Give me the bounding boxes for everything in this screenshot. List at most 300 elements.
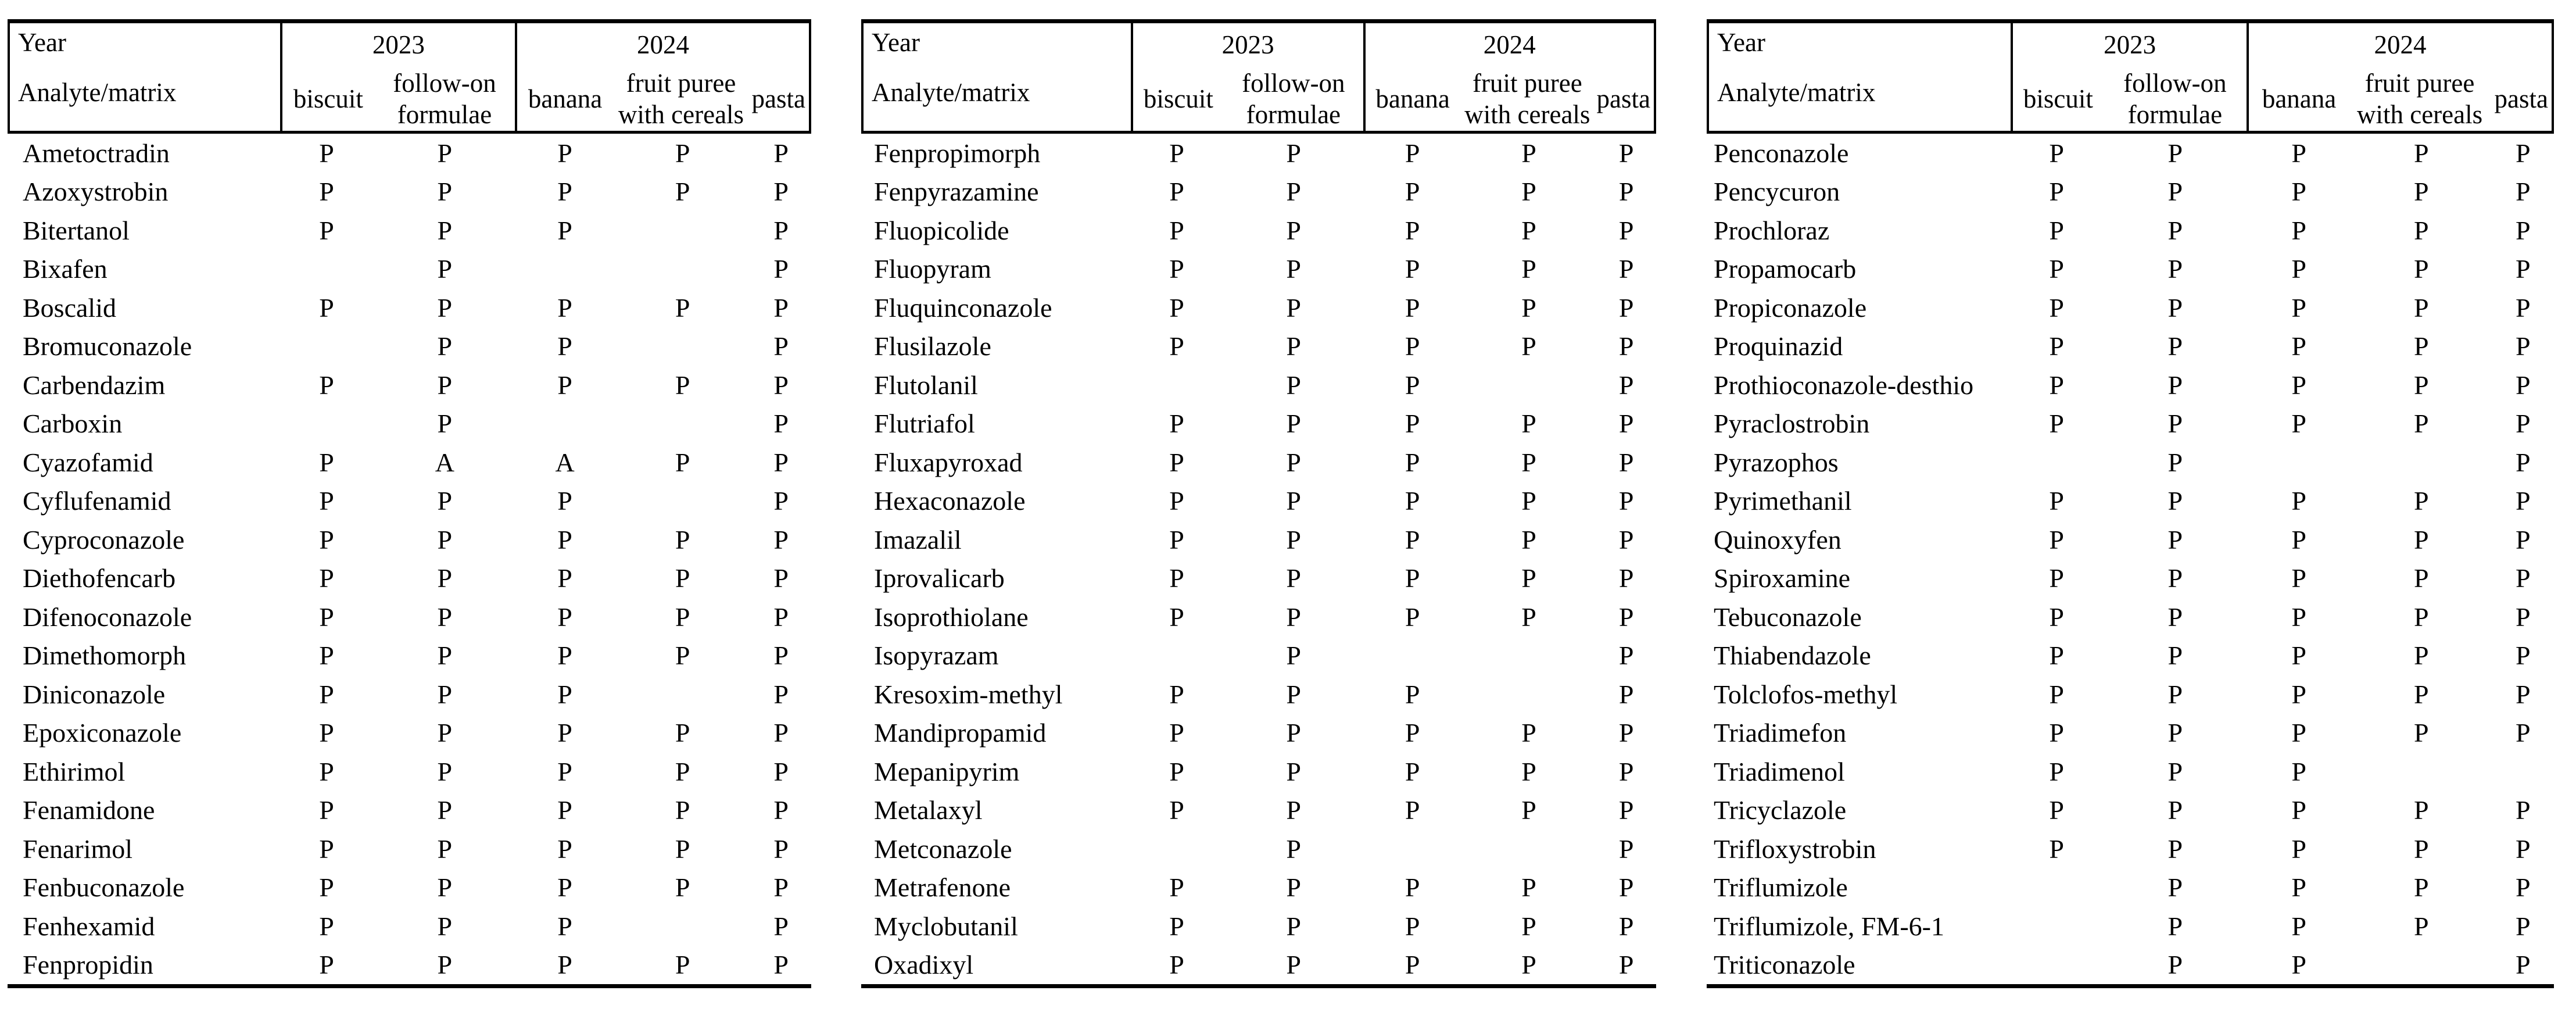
matrix-value-pasta: P (2515, 370, 2531, 400)
table-row (861, 327, 1656, 366)
matrix-value-follow-on-formulae: P (1286, 370, 1301, 400)
table-row (1707, 946, 2554, 985)
matrix-value-banana: P (557, 292, 572, 323)
matrix-value-biscuit: P (2049, 795, 2064, 825)
table-row (8, 946, 811, 985)
table-row (1707, 637, 2554, 675)
analyte-name: Fenpyrazamine (874, 177, 1039, 207)
table-row (861, 366, 1656, 405)
matrix-value-fruit-puree-with-cereals: P (675, 602, 690, 632)
table-row (8, 907, 811, 946)
table-row (861, 288, 1656, 327)
matrix-value-pasta: P (2515, 524, 2531, 555)
table-row (861, 946, 1656, 985)
matrix-value-biscuit: P (2049, 524, 2064, 555)
analyte-table-middle (861, 19, 1656, 988)
matrix-value-biscuit: P (1169, 486, 1184, 516)
matrix-value-fruit-puree-with-cereals: P (1521, 292, 1536, 323)
matrix-value-fruit-puree-with-cereals: P (2414, 563, 2429, 593)
table-header (861, 19, 1656, 134)
column-header-biscuit: biscuit (2011, 66, 2104, 131)
year-2024-header: 2024 (2247, 23, 2552, 66)
matrix-value-follow-on-formulae: P (1286, 138, 1301, 168)
matrix-value-biscuit: P (319, 641, 334, 671)
matrix-value-follow-on-formulae: P (2167, 641, 2183, 671)
matrix-value-pasta: P (773, 641, 789, 671)
matrix-value-biscuit: P (319, 873, 334, 903)
matrix-value-banana: P (1405, 292, 1420, 323)
analyte-name: Tebuconazole (1714, 602, 1862, 632)
matrix-value-pasta: P (773, 331, 789, 362)
analyte-name: Penconazole (1714, 138, 1849, 168)
matrix-value-pasta: P (773, 177, 789, 207)
analyte-name: Fenhexamid (23, 911, 155, 941)
matrix-value-biscuit: P (319, 486, 334, 516)
matrix-value-pasta: P (1618, 795, 1634, 825)
matrix-value-biscuit: P (2049, 409, 2064, 439)
matrix-value-pasta: P (1618, 834, 1634, 864)
matrix-value-follow-on-formulae: P (437, 718, 453, 748)
matrix-value-pasta: P (773, 215, 789, 245)
matrix-value-banana: P (2291, 177, 2306, 207)
matrix-value-fruit-puree-with-cereals: P (1521, 409, 1536, 439)
table-row (861, 598, 1656, 637)
year-2024-header: 2024 (515, 23, 809, 66)
matrix-value-follow-on-formulae: P (1286, 409, 1301, 439)
matrix-value-banana: P (2291, 718, 2306, 748)
analyte-name: Triadimefon (1714, 718, 1847, 748)
matrix-value-pasta: P (773, 911, 789, 941)
matrix-value-banana: P (1405, 215, 1420, 245)
matrix-value-pasta: P (2515, 641, 2531, 671)
matrix-value-fruit-puree-with-cereals: P (675, 292, 690, 323)
matrix-value-follow-on-formulae: P (437, 409, 453, 439)
analyte-name: Pyrazophos (1714, 447, 1839, 477)
matrix-value-fruit-puree-with-cereals: P (1521, 718, 1536, 748)
table-header (8, 19, 811, 134)
matrix-value-biscuit: P (1169, 563, 1184, 593)
analyte-name: Fenpropimorph (874, 138, 1041, 168)
table-row (861, 868, 1656, 907)
table-row (861, 173, 1656, 212)
table-row (861, 482, 1656, 521)
matrix-value-banana: P (1405, 331, 1420, 362)
table-row (1707, 288, 2554, 327)
matrix-value-pasta: P (2515, 950, 2531, 980)
matrix-value-banana: P (1405, 873, 1420, 903)
matrix-value-follow-on-formulae: P (437, 679, 453, 709)
analyte-name: Triflumizole (1714, 873, 1848, 903)
matrix-value-follow-on-formulae: P (437, 524, 453, 555)
matrix-value-biscuit: P (1169, 292, 1184, 323)
table-row (1707, 829, 2554, 868)
column-header-biscuit: biscuit (1131, 66, 1224, 131)
analyte-matrix-label: Analyte/matrix (1717, 77, 1876, 107)
analyte-name: Prothioconazole-desthio (1714, 370, 1974, 400)
analyte-name: Imazalil (874, 524, 962, 555)
matrix-value-follow-on-formulae: P (437, 756, 453, 786)
analyte-name: Ethirimol (23, 756, 126, 786)
year-row-label: Year (872, 28, 920, 57)
table-row (8, 598, 811, 637)
matrix-value-biscuit: P (1169, 602, 1184, 632)
table-row (1707, 250, 2554, 289)
matrix-value-fruit-puree-with-cereals: P (1521, 177, 1536, 207)
matrix-value-follow-on-formulae: P (1286, 292, 1301, 323)
table-row (1707, 443, 2554, 482)
column-header-follow-on-formulae: follow-on formulae (393, 68, 496, 129)
analyte-name: Pyrimethanil (1714, 486, 1852, 516)
analyte-name: Fluopyram (874, 254, 991, 284)
analyte-name: Bitertanol (23, 215, 130, 245)
matrix-value-follow-on-formulae: P (437, 795, 453, 825)
table-row (1707, 173, 2554, 212)
matrix-value-follow-on-formulae: P (1286, 254, 1301, 284)
table-row (861, 405, 1656, 444)
analyte-name: Pyraclostrobin (1714, 409, 1870, 439)
table-row (8, 714, 811, 753)
matrix-value-biscuit: P (1169, 331, 1184, 362)
matrix-value-banana: P (557, 756, 572, 786)
matrix-value-biscuit: P (1169, 873, 1184, 903)
year-row-label: Year (18, 28, 66, 57)
analyte-name: Flusilazole (874, 331, 991, 362)
analyte-name: Fluquinconazole (874, 292, 1052, 323)
table-row (861, 559, 1656, 598)
analyte-name: Diniconazole (23, 679, 166, 709)
table-row (861, 443, 1656, 482)
analyte-name: Azoxystrobin (23, 177, 169, 207)
table-row (861, 752, 1656, 791)
analyte-name: Myclobutanil (874, 911, 1018, 941)
matrix-value-biscuit: P (1169, 756, 1184, 786)
matrix-value-fruit-puree-with-cereals: P (2414, 911, 2429, 941)
matrix-value-pasta: P (1618, 679, 1634, 709)
matrix-value-follow-on-formulae: P (1286, 950, 1301, 980)
matrix-value-fruit-puree-with-cereals: P (675, 873, 690, 903)
analyte-name: Flutriafol (874, 409, 975, 439)
matrix-value-pasta: P (2515, 911, 2531, 941)
matrix-value-follow-on-formulae: P (2167, 331, 2183, 362)
matrix-value-follow-on-formulae: P (437, 486, 453, 516)
analyte-name: Spiroxamine (1714, 563, 1851, 593)
matrix-value-banana: P (1405, 911, 1420, 941)
matrix-value-banana: P (1405, 447, 1420, 477)
matrix-value-banana: P (2291, 679, 2306, 709)
matrix-value-fruit-puree-with-cereals: P (2414, 524, 2429, 555)
matrix-value-follow-on-formulae: P (1286, 215, 1301, 245)
analyte-name: Isopyrazam (874, 641, 999, 671)
matrix-value-pasta: P (2515, 873, 2531, 903)
table-row (1707, 520, 2554, 559)
matrix-value-fruit-puree-with-cereals: P (675, 950, 690, 980)
matrix-value-fruit-puree-with-cereals: P (675, 177, 690, 207)
table-row (861, 637, 1656, 675)
matrix-value-fruit-puree-with-cereals: P (2414, 602, 2429, 632)
matrix-value-banana: P (1405, 524, 1420, 555)
matrix-value-biscuit: P (1169, 679, 1184, 709)
matrix-value-fruit-puree-with-cereals: P (2414, 292, 2429, 323)
matrix-value-fruit-puree-with-cereals: P (2414, 177, 2429, 207)
matrix-value-biscuit: P (1169, 911, 1184, 941)
matrix-value-banana: P (2291, 370, 2306, 400)
column-header-banana: banana (2247, 66, 2349, 131)
matrix-value-fruit-puree-with-cereals: P (675, 370, 690, 400)
matrix-value-banana: P (557, 524, 572, 555)
matrix-value-biscuit: P (319, 911, 334, 941)
matrix-value-banana: P (557, 795, 572, 825)
matrix-value-fruit-puree-with-cereals: P (2414, 873, 2429, 903)
matrix-value-banana: P (2291, 602, 2306, 632)
matrix-value-biscuit: P (319, 370, 334, 400)
matrix-value-biscuit: P (319, 756, 334, 786)
matrix-value-follow-on-formulae: P (437, 215, 453, 245)
matrix-value-banana: P (1405, 409, 1420, 439)
matrix-value-follow-on-formulae: P (1286, 524, 1301, 555)
matrix-value-follow-on-formulae: P (2167, 370, 2183, 400)
matrix-value-banana: P (1405, 679, 1420, 709)
matrix-value-pasta: P (1618, 756, 1634, 786)
matrix-value-fruit-puree-with-cereals: P (1521, 602, 1536, 632)
matrix-value-fruit-puree-with-cereals: P (1521, 524, 1536, 555)
analyte-name: Mandipropamid (874, 718, 1047, 748)
analyte-name: Metalaxyl (874, 795, 983, 825)
matrix-value-banana: P (557, 331, 572, 362)
matrix-value-biscuit: P (1169, 138, 1184, 168)
table-row (8, 211, 811, 250)
matrix-value-pasta: P (1618, 292, 1634, 323)
analyte-name: Prochloraz (1714, 215, 1830, 245)
analyte-name: Ametoctradin (23, 138, 170, 168)
analyte-name: Thiabendazole (1714, 641, 1871, 671)
table-row (8, 327, 811, 366)
matrix-value-banana: P (557, 641, 572, 671)
analyte-name: Dimethomorph (23, 641, 187, 671)
matrix-value-fruit-puree-with-cereals: P (1521, 138, 1536, 168)
matrix-value-follow-on-formulae: P (2167, 215, 2183, 245)
matrix-value-biscuit: P (319, 177, 334, 207)
matrix-value-follow-on-formulae: P (437, 138, 453, 168)
matrix-value-follow-on-formulae: P (2167, 756, 2183, 786)
matrix-value-pasta: P (773, 873, 789, 903)
matrix-value-follow-on-formulae: P (2167, 563, 2183, 593)
matrix-value-banana: P (2291, 331, 2306, 362)
matrix-value-pasta: P (2515, 795, 2531, 825)
matrix-value-pasta: P (773, 756, 789, 786)
matrix-value-pasta: P (2515, 215, 2531, 245)
matrix-value-fruit-puree-with-cereals: P (1521, 447, 1536, 477)
matrix-value-pasta: P (2515, 679, 2531, 709)
matrix-value-banana: P (2291, 524, 2306, 555)
analyte-table-left (8, 19, 811, 988)
table-row (1707, 211, 2554, 250)
analyte-name: Epoxiconazole (23, 718, 182, 748)
matrix-value-biscuit: P (1169, 254, 1184, 284)
matrix-value-biscuit: P (2049, 331, 2064, 362)
matrix-value-banana: P (2291, 215, 2306, 245)
table-row (861, 907, 1656, 946)
matrix-value-fruit-puree-with-cereals: P (675, 834, 690, 864)
matrix-value-biscuit: P (2049, 254, 2064, 284)
analyte-name: Hexaconazole (874, 486, 1026, 516)
matrix-value-banana: P (557, 486, 572, 516)
matrix-value-biscuit: P (319, 563, 334, 593)
matrix-value-pasta: P (2515, 447, 2531, 477)
matrix-value-follow-on-formulae: P (1286, 331, 1301, 362)
matrix-value-fruit-puree-with-cereals: P (1521, 873, 1536, 903)
matrix-value-pasta: P (773, 834, 789, 864)
column-header-banana: banana (1363, 66, 1460, 131)
analyte-name: Fenarimol (23, 834, 133, 864)
matrix-value-pasta: P (1618, 486, 1634, 516)
matrix-value-banana: P (557, 563, 572, 593)
matrix-value-biscuit: P (2049, 718, 2064, 748)
table-row (861, 520, 1656, 559)
table-row (8, 366, 811, 405)
matrix-value-follow-on-formulae: P (2167, 795, 2183, 825)
column-header-follow-on-formulae: follow-on formulae (2123, 68, 2227, 129)
matrix-value-follow-on-formulae: P (1286, 486, 1301, 516)
matrix-value-biscuit: P (1169, 950, 1184, 980)
table-row (1707, 327, 2554, 366)
column-header-pasta: pasta (2494, 84, 2548, 113)
matrix-value-fruit-puree-with-cereals: P (1521, 331, 1536, 362)
analyte-name: Fenamidone (23, 795, 155, 825)
matrix-value-fruit-puree-with-cereals: P (2414, 641, 2429, 671)
analyte-name: Fenpropidin (23, 950, 153, 980)
matrix-value-follow-on-formulae: P (1286, 795, 1301, 825)
matrix-value-biscuit: P (2049, 177, 2064, 207)
analyte-name: Propamocarb (1714, 254, 1857, 284)
matrix-value-pasta: P (1618, 718, 1634, 748)
matrix-value-follow-on-formulae: P (2167, 679, 2183, 709)
matrix-value-fruit-puree-with-cereals: P (1521, 215, 1536, 245)
matrix-value-banana: P (1405, 254, 1420, 284)
matrix-value-banana: P (1405, 602, 1420, 632)
year-2023-header: 2023 (1131, 23, 1363, 66)
matrix-value-pasta: P (2515, 292, 2531, 323)
matrix-value-follow-on-formulae: P (1286, 602, 1301, 632)
matrix-value-biscuit: P (1169, 718, 1184, 748)
table-row (861, 250, 1656, 289)
matrix-value-pasta: P (1618, 370, 1634, 400)
matrix-value-banana: P (2291, 950, 2306, 980)
matrix-value-pasta: P (773, 292, 789, 323)
matrix-value-fruit-puree-with-cereals: P (675, 641, 690, 671)
matrix-value-biscuit: P (319, 602, 334, 632)
analyte-name: Flutolanil (874, 370, 978, 400)
matrix-value-follow-on-formulae: P (1286, 756, 1301, 786)
matrix-value-banana: P (1405, 486, 1420, 516)
matrix-value-follow-on-formulae: P (437, 834, 453, 864)
table-row (8, 134, 811, 173)
matrix-value-follow-on-formulae: P (2167, 834, 2183, 864)
matrix-value-pasta: P (2515, 409, 2531, 439)
matrix-value-fruit-puree-with-cereals: P (2414, 486, 2429, 516)
matrix-value-banana: P (1405, 718, 1420, 748)
matrix-value-pasta: P (2515, 563, 2531, 593)
matrix-value-biscuit: P (319, 834, 334, 864)
matrix-value-banana: P (557, 911, 572, 941)
matrix-value-banana: P (557, 950, 572, 980)
matrix-value-banana: P (2291, 292, 2306, 323)
table-header (1707, 19, 2554, 134)
matrix-value-biscuit: P (319, 795, 334, 825)
analyte-name: Boscalid (23, 292, 116, 323)
matrix-value-pasta: P (773, 486, 789, 516)
matrix-value-pasta: P (1618, 641, 1634, 671)
table-row (8, 405, 811, 444)
table-row (1707, 598, 2554, 637)
matrix-value-fruit-puree-with-cereals: P (675, 138, 690, 168)
matrix-value-fruit-puree-with-cereals: P (2414, 138, 2429, 168)
matrix-value-pasta: P (1618, 138, 1634, 168)
matrix-value-pasta: P (1618, 409, 1634, 439)
matrix-value-banana: P (2291, 138, 2306, 168)
table-row (1707, 559, 2554, 598)
matrix-value-banana: P (2291, 409, 2306, 439)
analyte-name: Bromuconazole (23, 331, 192, 362)
table-row (1707, 752, 2554, 791)
matrix-value-banana: A (555, 447, 575, 477)
table-row (8, 791, 811, 830)
matrix-value-banana: P (557, 370, 572, 400)
matrix-value-pasta: P (773, 718, 789, 748)
analyte-name: Metrafenone (874, 873, 1011, 903)
table-row (1707, 482, 2554, 521)
matrix-value-pasta: P (773, 447, 789, 477)
matrix-value-pasta: P (1618, 254, 1634, 284)
matrix-value-pasta: P (773, 795, 789, 825)
matrix-value-banana: P (1405, 138, 1420, 168)
matrix-value-biscuit: P (319, 138, 334, 168)
analyte-name: Isoprothiolane (874, 602, 1029, 632)
matrix-value-fruit-puree-with-cereals: P (675, 447, 690, 477)
matrix-value-pasta: P (1618, 602, 1634, 632)
table-row (1707, 405, 2554, 444)
matrix-value-banana: P (2291, 873, 2306, 903)
matrix-value-fruit-puree-with-cereals: P (2414, 679, 2429, 709)
matrix-value-fruit-puree-with-cereals: P (1521, 911, 1536, 941)
matrix-value-follow-on-formulae: P (437, 331, 453, 362)
matrix-value-banana: P (1405, 370, 1420, 400)
matrix-value-biscuit: P (319, 447, 334, 477)
matrix-value-fruit-puree-with-cereals: P (675, 524, 690, 555)
table-body (1707, 134, 2554, 988)
matrix-value-biscuit: P (1169, 524, 1184, 555)
table-body (861, 134, 1656, 988)
analyte-name: Pencycuron (1714, 177, 1840, 207)
matrix-value-pasta: P (1618, 447, 1634, 477)
analyte-name: Kresoxim-methyl (874, 679, 1063, 709)
matrix-value-follow-on-formulae: P (2167, 911, 2183, 941)
matrix-value-banana: P (1405, 950, 1420, 980)
matrix-value-follow-on-formulae: P (1286, 718, 1301, 748)
table-row (861, 211, 1656, 250)
column-header-follow-on-formulae: follow-on formulae (1242, 68, 1345, 129)
matrix-value-follow-on-formulae: P (1286, 641, 1301, 671)
analyte-name: Fluopicolide (874, 215, 1009, 245)
matrix-value-banana: P (1405, 177, 1420, 207)
analyte-name: Metconazole (874, 834, 1012, 864)
table-row (8, 637, 811, 675)
table-row (8, 443, 811, 482)
matrix-value-biscuit: P (1169, 409, 1184, 439)
matrix-value-biscuit: P (2049, 563, 2064, 593)
matrix-value-pasta: P (773, 409, 789, 439)
table-row (861, 829, 1656, 868)
table-row (8, 868, 811, 907)
